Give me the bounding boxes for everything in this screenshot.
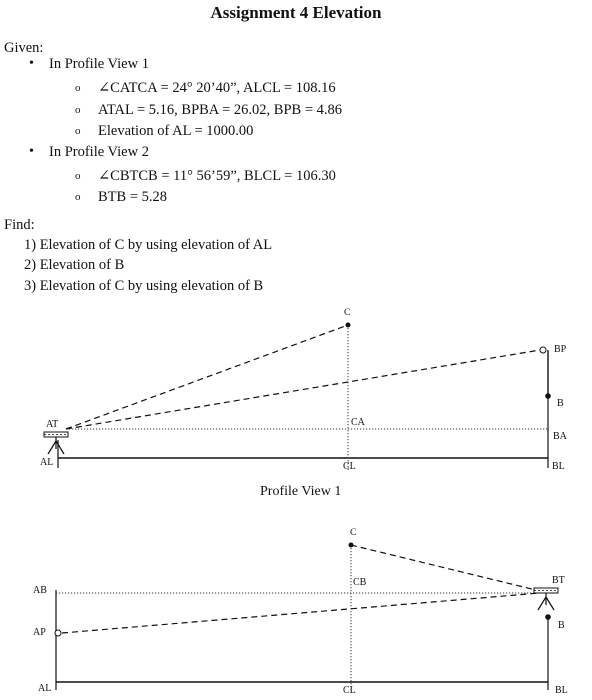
label-c: C: [350, 528, 357, 538]
label-bp: BP: [554, 344, 567, 355]
circle-bullet-icon: o: [75, 125, 81, 137]
find-item: 2) Elevation of B: [24, 257, 125, 273]
circle-bullet-icon: o: [75, 170, 81, 182]
label-ba: BA: [553, 431, 567, 442]
label-cl: CL: [343, 685, 356, 696]
label-al: AL: [38, 683, 52, 694]
find-heading: Find:: [4, 217, 35, 233]
page-title: Assignment 4 Elevation: [210, 3, 382, 22]
label-bl: BL: [555, 685, 568, 696]
label-b: B: [558, 620, 565, 631]
label-c: C: [344, 308, 351, 318]
bullet-icon: •: [29, 144, 34, 159]
profile-view-1-figure: [44, 323, 551, 471]
label-ap: AP: [33, 627, 46, 638]
view1-label: In Profile View 1: [49, 56, 149, 72]
label-al: AL: [40, 457, 54, 468]
label-bt: BT: [552, 575, 565, 586]
find-item: 3) Elevation of C by using elevation of B: [24, 278, 264, 294]
label-at: AT: [46, 419, 59, 430]
circle-bullet-icon: o: [75, 191, 81, 203]
label-b: B: [557, 398, 564, 409]
profile-view-2-figure: [55, 543, 558, 691]
label-ab: AB: [33, 585, 47, 596]
given-item: ∠CATCA = 24° 20’40”, ALCL = 108.16: [98, 80, 336, 96]
diagram-caption: Profile View 1: [260, 484, 342, 499]
given-item: BTB = 5.28: [98, 189, 168, 205]
label-cb: CB: [353, 577, 367, 588]
label-cl: CL: [343, 461, 356, 472]
given-item: ATAL = 5.16, BPBA = 26.02, BPB = 4.86: [98, 102, 342, 118]
label-bl: BL: [552, 461, 565, 472]
given-item: Elevation of AL = 1000.00: [98, 123, 254, 139]
circle-bullet-icon: o: [75, 82, 81, 94]
given-heading: Given:: [4, 40, 44, 56]
label-ca: CA: [351, 417, 365, 428]
view2-label: In Profile View 2: [49, 144, 149, 160]
find-item: 1) Elevation of C by using elevation of AL: [24, 237, 273, 253]
bullet-icon: •: [29, 56, 34, 71]
given-item: ∠CBTCB = 11° 56’59”, BLCL = 106.30: [98, 168, 336, 184]
circle-bullet-icon: o: [75, 104, 81, 116]
